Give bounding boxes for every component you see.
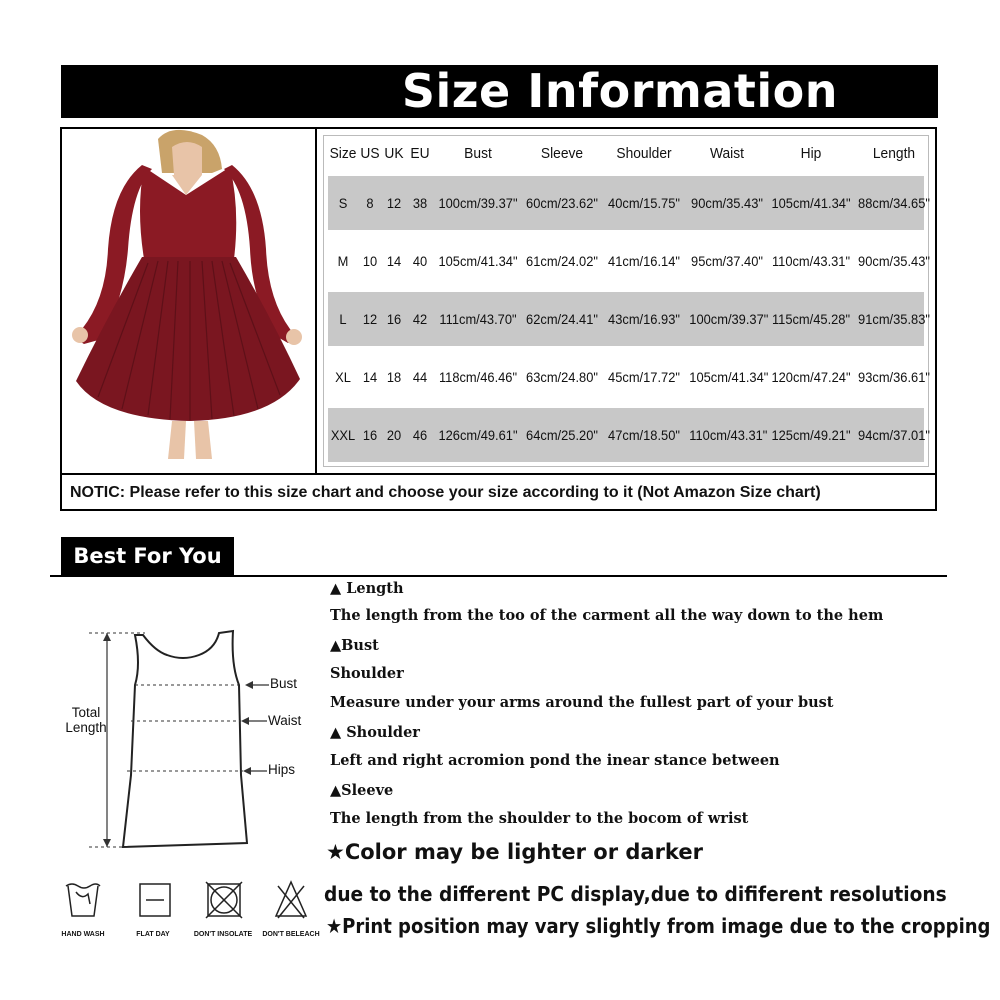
care-label-flat-dry: FLAT DAY <box>136 931 170 938</box>
table-cell: 118cm/46.46" <box>438 369 518 385</box>
table-row <box>328 176 930 230</box>
table-row <box>328 408 930 462</box>
dress-model-image <box>62 129 315 473</box>
care-label-dont-insolate: DON'T INSOLATE <box>193 931 253 938</box>
table-cell: XL <box>335 369 351 385</box>
table-cell: 100cm/39.37" <box>689 311 769 327</box>
table-header-cell: Hip <box>800 144 822 162</box>
info-line: Shoulder <box>330 665 404 682</box>
table-cell: 110cm/43.31" <box>771 253 851 269</box>
dont-bleach-icon <box>276 882 306 918</box>
info-line: Measure under your arms around the fullest part of your bust <box>330 694 834 711</box>
table-header-cell: US <box>360 144 380 162</box>
total-length-label: Total Length <box>65 705 107 735</box>
table-cell: 90cm/35.43" <box>858 253 930 269</box>
color-note-2: due to the different PC display,due to dififerent resolutions <box>324 882 947 906</box>
table-cell: 16 <box>362 427 378 443</box>
section-divider <box>50 575 947 577</box>
page-title: Size Information <box>401 64 838 118</box>
dress-outline <box>123 631 247 847</box>
table-cell: 42 <box>412 311 428 327</box>
table-cell: 63cm/24.80" <box>526 369 598 385</box>
table-cell: M <box>337 253 349 269</box>
table-header-cell: Shoulder <box>616 144 672 162</box>
table-cell: 120cm/47.24" <box>771 369 851 385</box>
table-cell: 62cm/24.41" <box>526 311 598 327</box>
table-cell: 38 <box>412 195 428 211</box>
table-cell: 47cm/18.50" <box>608 427 680 443</box>
care-label-hand-wash: HAND WASH <box>61 931 105 938</box>
bust-label: Bust <box>270 676 298 691</box>
table-header-cell: EU <box>410 144 430 162</box>
table-header-row <box>328 136 924 170</box>
table-header-cell: UK <box>384 144 404 162</box>
table-cell: 46 <box>412 427 428 443</box>
info-line: Left and right acromion pond the inear stance between <box>330 752 780 769</box>
table-cell: 105cm/41.34" <box>771 195 851 211</box>
table-cell: 93cm/36.61" <box>858 369 930 385</box>
care-label-dont-bleach: DON'T BELEACH <box>262 931 320 938</box>
table-cell: 45cm/17.72" <box>608 369 680 385</box>
best-for-you-tab: Best For You <box>61 537 234 575</box>
table-cell: 105cm/41.34" <box>438 253 518 269</box>
table-cell: 43cm/16.93" <box>608 311 680 327</box>
table-cell: 105cm/41.34" <box>689 369 769 385</box>
table-cell: 10 <box>362 253 378 269</box>
table-cell: 41cm/16.14" <box>608 253 680 269</box>
table-cell: 44 <box>412 369 428 385</box>
table-cell: 40 <box>412 253 428 269</box>
flat-dry-icon <box>140 884 170 916</box>
measurement-diagram <box>55 625 315 865</box>
info-line: The length from the too of the carment all the way down to the hem <box>330 607 884 624</box>
table-cell: 14 <box>362 369 378 385</box>
product-photo <box>62 129 317 473</box>
info-line: The length from the shoulder to the bocom of wrist <box>330 810 749 827</box>
table-header-cell: Sleeve <box>540 144 584 162</box>
table-cell: 8 <box>366 195 374 211</box>
color-note-3: ★Print position may vary slightly from image due to the cropping <box>326 914 991 938</box>
table-cell: S <box>338 195 348 211</box>
table-cell: 94cm/37.01" <box>858 427 930 443</box>
table-cell: 61cm/24.02" <box>526 253 598 269</box>
table-cell: 14 <box>386 253 402 269</box>
table-header-cell: Bust <box>464 144 492 162</box>
info-line: ▲ Length <box>330 580 404 597</box>
table-cell: 91cm/35.83" <box>858 311 930 327</box>
table-cell: 16 <box>386 311 402 327</box>
table-header-cell: Waist <box>709 144 744 162</box>
table-cell: L <box>339 311 347 327</box>
table-cell: 12 <box>362 311 378 327</box>
table-header-cell: Size <box>329 144 357 162</box>
table-cell: 64cm/25.20" <box>526 427 598 443</box>
table-row <box>328 234 930 288</box>
table-cell: XXL <box>330 427 356 443</box>
table-row <box>328 292 930 346</box>
table-cell: 95cm/37.40" <box>691 253 763 269</box>
size-notice: NOTIC: Please refer to this size chart and choose your size according to it (Not Amazon Size chart) <box>62 473 935 509</box>
size-chart-box <box>60 127 937 511</box>
title-bar <box>61 65 938 118</box>
hand-wash-icon <box>66 884 100 916</box>
table-cell: 115cm/45.28" <box>771 311 851 327</box>
table-cell: 40cm/15.75" <box>608 195 680 211</box>
info-line: ▲ Shoulder <box>330 724 420 741</box>
table-cell: 126cm/49.61" <box>438 427 518 443</box>
dont-insolate-icon <box>206 882 242 918</box>
table-cell: 88cm/34.65" <box>858 195 930 211</box>
waist-label: Waist <box>268 713 302 728</box>
table-cell: 90cm/35.43" <box>691 195 763 211</box>
info-line: ▲Bust <box>330 637 379 654</box>
color-note-1: ★Color may be lighter or darker <box>326 840 703 864</box>
size-table-frame <box>323 135 929 467</box>
size-table <box>317 129 935 473</box>
care-icons <box>60 878 330 928</box>
table-cell: 111cm/43.70" <box>439 311 517 327</box>
table-header-cell: Length <box>872 144 916 162</box>
table-cell: 110cm/43.31" <box>689 427 768 443</box>
table-cell: 12 <box>386 195 402 211</box>
table-row <box>328 350 930 404</box>
table-cell: 60cm/23.62" <box>526 195 598 211</box>
table-cell: 100cm/39.37" <box>438 195 518 211</box>
hips-label: Hips <box>268 762 296 777</box>
table-cell: 20 <box>386 427 402 443</box>
table-cell: 18 <box>386 369 402 385</box>
info-line: ▲Sleeve <box>330 782 394 799</box>
table-cell: 125cm/49.21" <box>771 427 851 443</box>
